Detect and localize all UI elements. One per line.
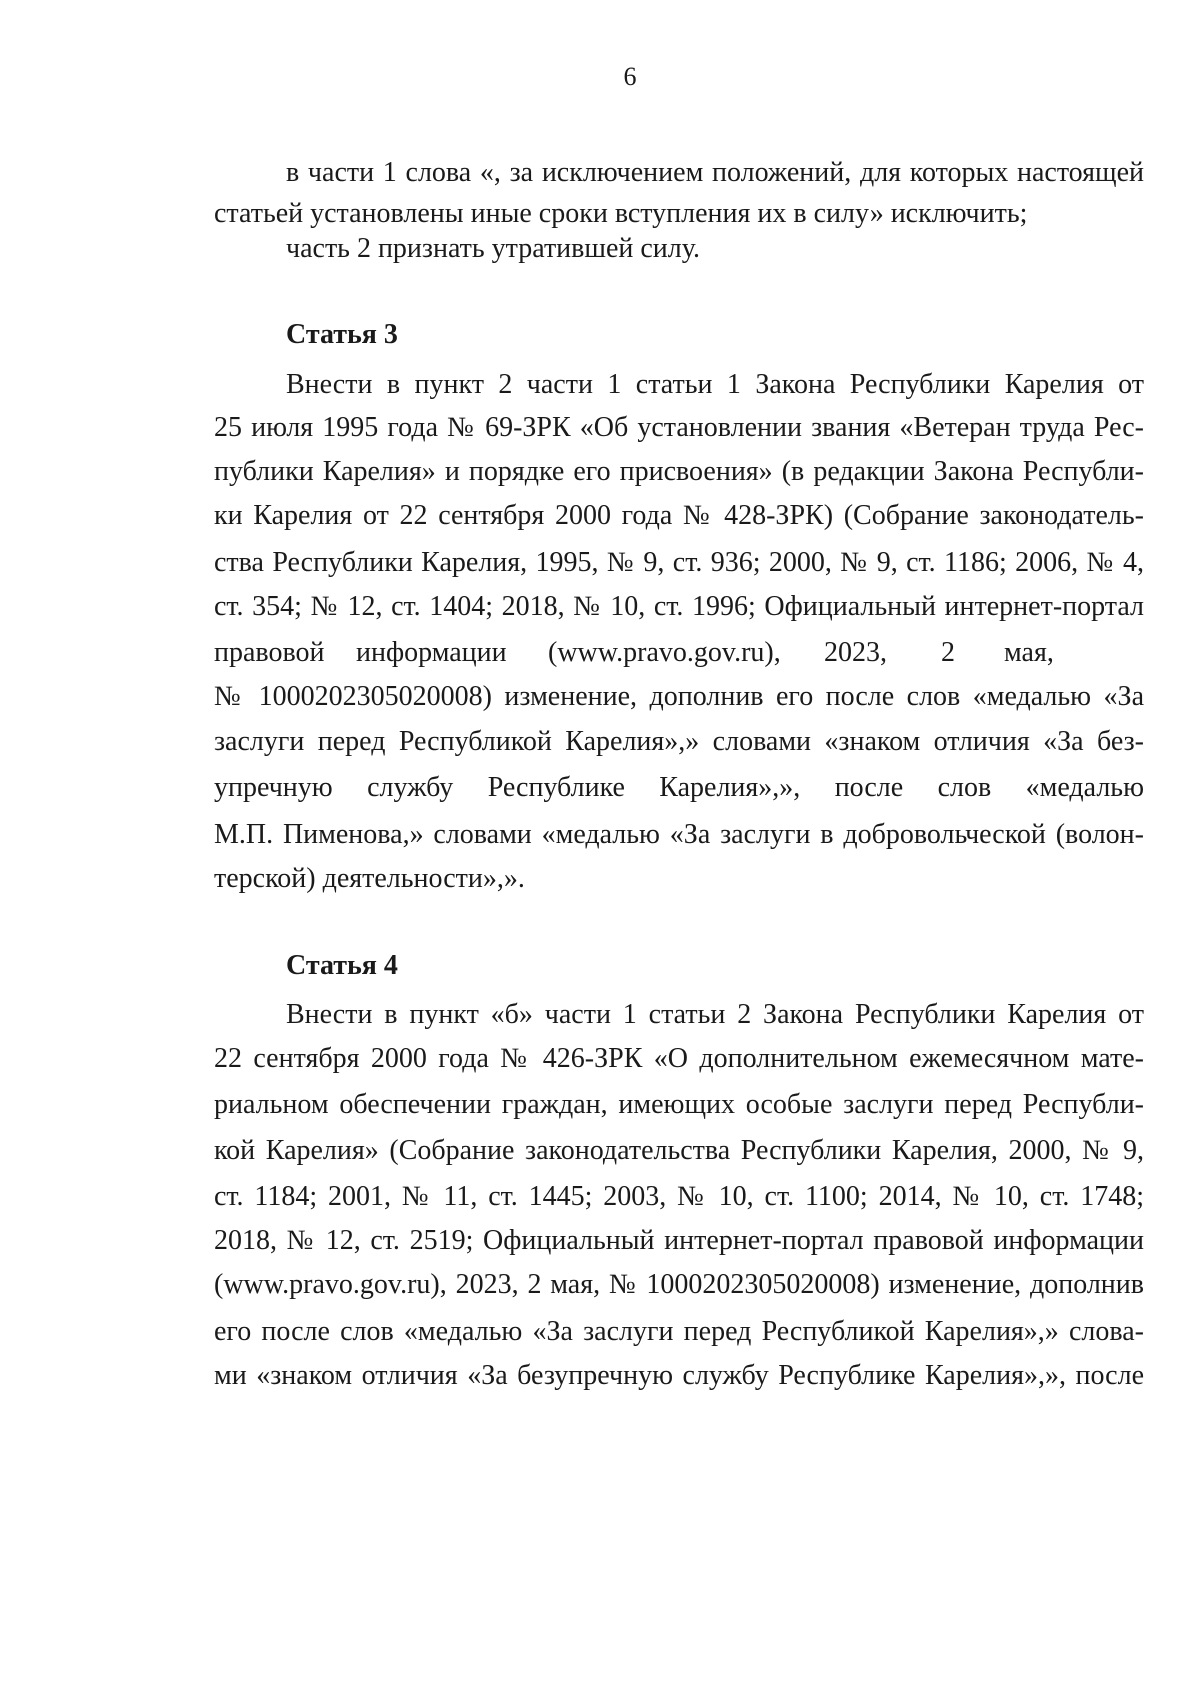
article-4-line: ст. 1184; 2001, № 11, ст. 1445; 2003, № 10, ст. 1100; 2014, № 10, ст. 1748; xyxy=(214,1181,1144,1212)
article-4-line: 22 сентября 2000 года № 426-ЗРК «О дополнительном ежемесячном мате- xyxy=(214,1043,1144,1074)
intro-line: статьей установлены иные сроки вступления их в силу» исключить; xyxy=(214,198,1028,229)
article-3-line: публики Карелия» и порядке его присвоения» (в редакции Закона Республи- xyxy=(214,456,1144,487)
intro-line: часть 2 признать утратившей силу. xyxy=(286,233,700,264)
article-4-line: 2018, № 12, ст. 2519; Официальный интернет-портал правовой информации xyxy=(214,1225,1144,1256)
article-3-line: ки Карелия от 22 сентября 2000 года № 428-ЗРК) (Собрание законодатель- xyxy=(214,500,1144,531)
intro-line: в части 1 слова «, за исключением положений, для которых настоящей xyxy=(286,157,1144,188)
article-3-line: ст. 354; № 12, ст. 1404; 2018, № 10, ст. 1996; Официальный интернет-портал xyxy=(214,591,1144,622)
article-4-line: кой Карелия» (Собрание законодательства Республики Карелия, 2000, № 9, xyxy=(214,1135,1144,1166)
article-3-heading: Статья 3 xyxy=(286,319,398,350)
article-3-line: ства Республики Карелия, 1995, № 9, ст. 936; 2000, № 9, ст. 1186; 2006, № 4, xyxy=(214,547,1144,578)
article-3-line: упречную службу Республике Карелия»,», после слов «медалью xyxy=(214,772,1144,803)
article-4-line: Внести в пункт «б» части 1 статьи 2 Закона Республики Карелия от xyxy=(286,999,1144,1030)
article-3-line: М.П. Пименова,» словами «медалью «За заслуги в добровольческой (волон- xyxy=(214,819,1144,850)
article-3-line: 25 июля 1995 года № 69-ЗРК «Об установлении звания «Ветеран труда Рес- xyxy=(214,412,1144,443)
article-4-line: (www.pravo.gov.ru), 2023, 2 мая, № 1000202305020008) изменение, дополнив xyxy=(214,1269,1144,1300)
article-3-line: терской) деятельности»,». xyxy=(214,863,525,894)
article-4-line: ми «знаком отличия «За безупречную службу Республике Карелия»,», после xyxy=(214,1360,1144,1391)
article-3-line: заслуги перед Республикой Карелия»,» словами «знаком отличия «За без- xyxy=(214,726,1144,757)
article-4-heading: Статья 4 xyxy=(286,950,398,981)
document-page: 6 в части 1 слова «, за исключением положений, для которых настоящей статьей установлены иные сроки вступления их в силу» исключить; часть 2 признать утратившей силу. Статья 3 Внести в пункт 2 части 1 статьи 1 Закона Республики Карелия от 25 июля 1995 года № 69-ЗРК «Об установлении звания «Ветеран труда Рес- публики Карелия» и порядке его присвоения» (в редакции Закона Республи- ки Карелия от 22 сентября 2000 года № 428-ЗРК) (Собрание законодатель- ства Республики Карелия, 1995, № 9, ст. 936; 2000, № 9, ст. 1186; 2006, № 4, ст. 354; № 12, ст. 1404; 2018, № 10, ст. 1996; Официальный интернет-портал правовой информации (www.pravo.gov.ru), 2023, 2 мая, № 1000202305020008) изменение, дополнив его после слов «медалью «За заслуги перед Республикой Карелия»,» словами «знаком отличия «За без- упречную службу Республике Карелия»,», после слов «медалью М.П. Пименова,» словами «медалью «За заслуги в добровольческой (волон- терской) деятельности»,». Статья 4 Внести в пункт «б» части 1 статьи 2 Закона Республики Карелия от 22 сентября 2000 года № 426-ЗРК «О дополнительном ежемесячном мате- риальном обеспечении граждан, имеющих особые заслуги перед Республи- кой Карелия» (Собрание законодательства Республики Карелия, 2000, № 9, ст. 1184; 2001, № 11, ст. 1445; 2003, № 10, ст. 1100; 2014, № 10, ст. 1748; 2018, № 12, ст. 2519; Официальный интернет-портал правовой информации (www.pravo.gov.ru), 2023, 2 мая, № 1000202305020008) изменение, дополнив его после слов «медалью «За заслуги перед Республикой Карелия»,» слова- ми «знаком отличия «За безупречную службу Республике Карелия»,», после xyxy=(0,0,1200,1697)
article-4-line: его после слов «медалью «За заслуги перед Республикой Карелия»,» слова- xyxy=(214,1316,1144,1347)
page-number: 6 xyxy=(623,62,637,91)
article-4-line: риальном обеспечении граждан, имеющих особые заслуги перед Республи- xyxy=(214,1089,1144,1120)
article-3-line: Внести в пункт 2 части 1 статьи 1 Закона Республики Карелия от xyxy=(286,369,1144,400)
article-3-line: № 1000202305020008) изменение, дополнив его после слов «медалью «За xyxy=(214,681,1144,712)
